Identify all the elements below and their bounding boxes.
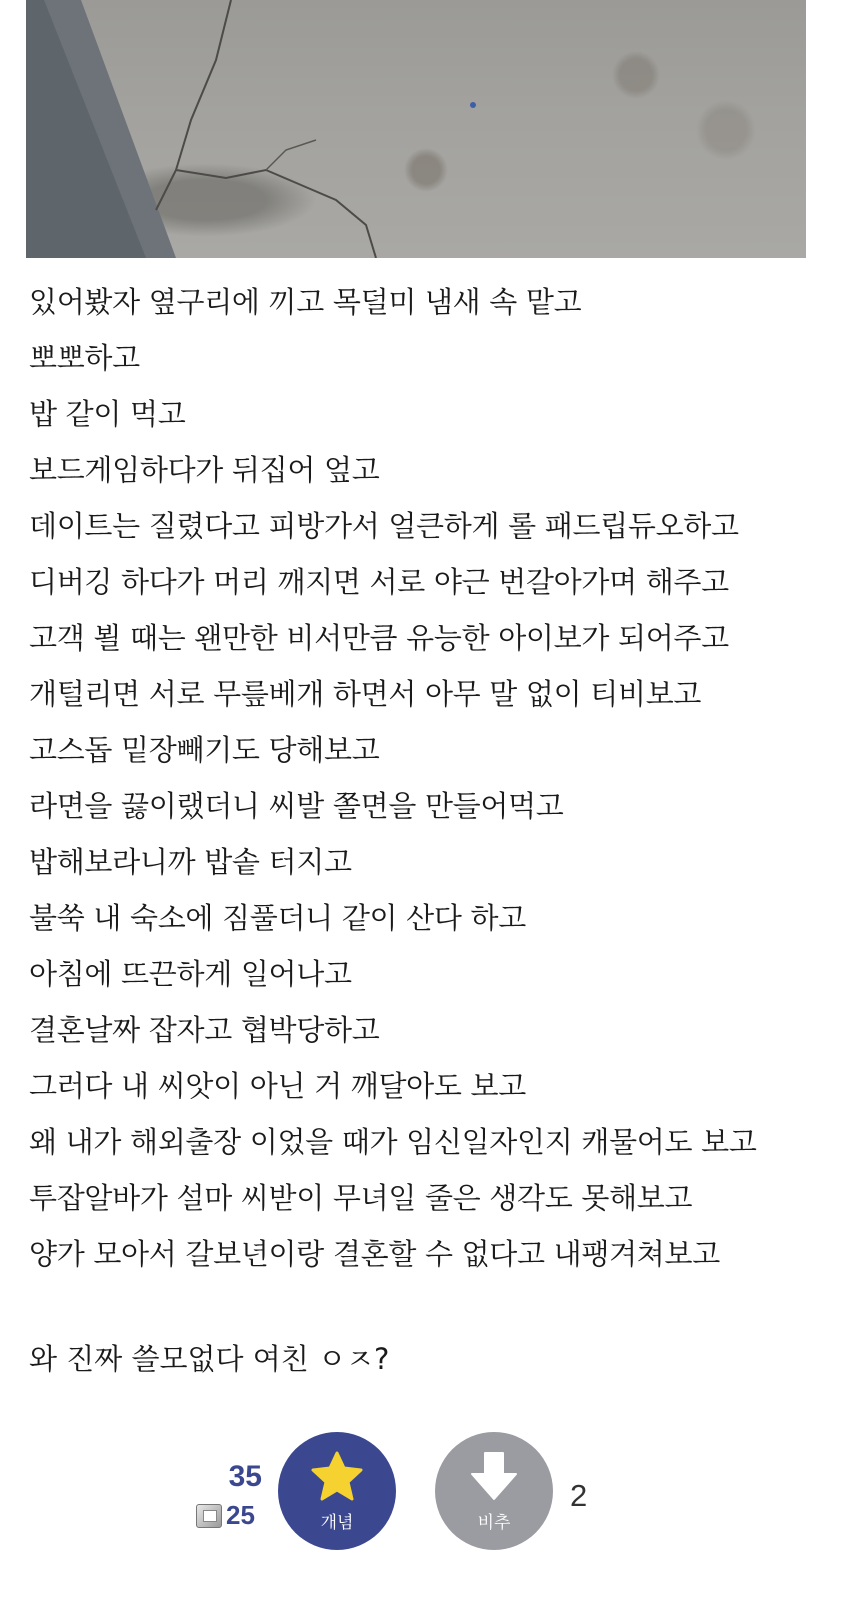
recommend-button[interactable] <box>278 1432 396 1550</box>
post-line: 데이트는 질렸다고 피방가서 얼큰하게 롤 패드립듀오하고 <box>29 509 739 543</box>
fixed-recommend-count <box>196 1500 255 1531</box>
recommend-count: 35 <box>228 1460 262 1493</box>
post-line: 있어봤자 옆구리에 끼고 목덜미 냄새 속 맡고 <box>29 285 582 319</box>
post-line: 왜 내가 해외출장 이었을 때가 임신일자인지 캐물어도 보고 <box>29 1125 757 1159</box>
post-closing-line: 와 진짜 쓸모없다 여친 ㅇㅈ? <box>29 1342 390 1376</box>
post-line: 밥 같이 먹고 <box>29 397 186 431</box>
down-arrow-icon <box>468 1450 520 1502</box>
downvote-count: 2 <box>570 1478 588 1513</box>
post-line: 그러다 내 씨앗이 아닌 거 깨달아도 보고 <box>29 1069 526 1103</box>
post-photo <box>26 0 806 258</box>
star-icon <box>309 1450 365 1502</box>
downvote-button[interactable] <box>435 1432 553 1550</box>
post-line: 라면을 끓이랬더니 씨발 쫄면을 만들어먹고 <box>29 789 564 823</box>
post-line: 개털리면 서로 무릎베개 하면서 아무 말 없이 티비보고 <box>29 677 702 711</box>
post-body <box>29 274 809 1282</box>
post-line: 양가 모아서 갈보년이랑 결혼할 수 없다고 내팽겨쳐보고 <box>29 1237 720 1271</box>
fixed-user-icon <box>196 1504 222 1528</box>
post-line: 고객 뵐 때는 왠만한 비서만큼 유능한 아이보가 되어주고 <box>29 621 729 655</box>
fixed-count-value: 25 <box>226 1500 255 1530</box>
post-line: 불쑥 내 숙소에 짐풀더니 같이 산다 하고 <box>29 901 526 935</box>
downvote-label: 비추 <box>477 1513 511 1533</box>
post-line: 결혼날짜 잡자고 협박당하고 <box>29 1013 380 1047</box>
post-line: 투잡알바가 설마 씨받이 무녀일 줄은 생각도 못해보고 <box>29 1181 693 1215</box>
concrete-floor-image <box>26 0 806 258</box>
post-line: 아침에 뜨끈하게 일어나고 <box>29 957 352 991</box>
recommend-label: 개념 <box>320 1513 354 1533</box>
post-line: 밥해보라니까 밥솥 터지고 <box>29 845 352 879</box>
post-line: 보드게임하다가 뒤집어 엎고 <box>29 453 380 487</box>
post-line: 디버깅 하다가 머리 깨지면 서로 야근 번갈아가며 해주고 <box>29 565 729 599</box>
post-line: 고스돕 밑장빼기도 당해보고 <box>29 733 380 767</box>
post-line: 뽀뽀하고 <box>29 341 140 375</box>
